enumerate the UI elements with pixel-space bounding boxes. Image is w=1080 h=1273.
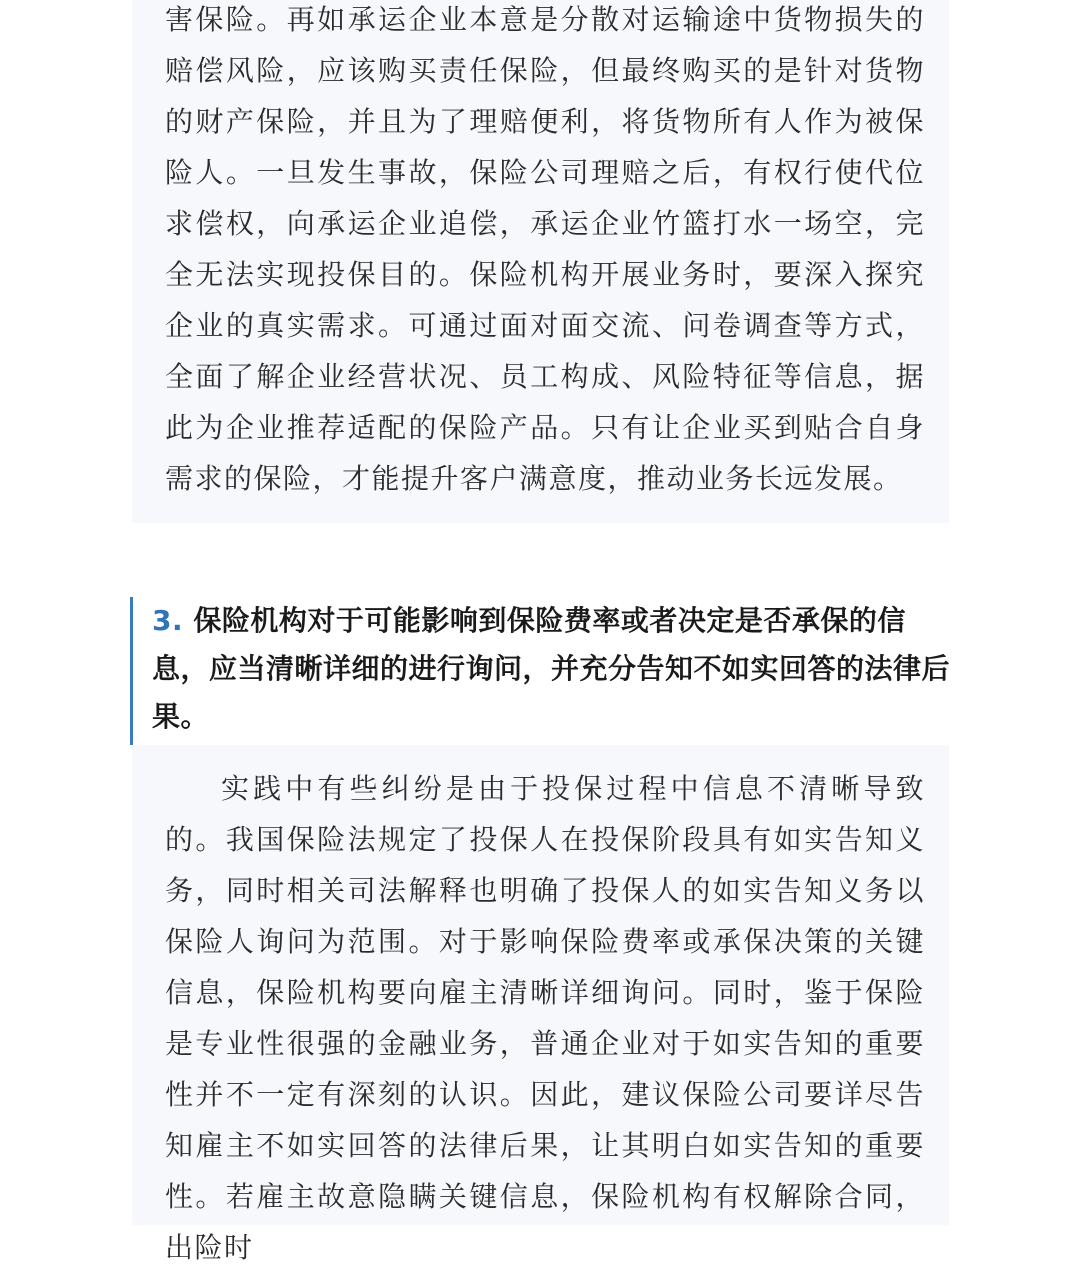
top-paragraph: 害保险。再如承运企业本意是分散对运输途中货物损失的赔偿风险，应该购买责任保险，但最终购买的是针对货物的财产保险，并且为了理赔便利，将货物所有人作为被保险人。一旦发生事故，保险公司理赔之后，有权行使代位求偿权，向承运企业追偿，承运企业竹篮打水一场空，完全无法实现投保目的。保险机构开展业务时，要深入探究企业的真实需求。可通过面对面交流、问卷调查等方式，全面了解企业经营状况、员工构成、风险特征等信息，据此为企业推荐适配的保险产品。只有让企业买到贴合自身需求的保险，才能提升客户满意度，推动业务长远发展。 [165, 3, 925, 495]
section-3-heading [152, 597, 962, 741]
bottom-paragraph: 实践中有些纠纷是由于投保过程中信息不清晰导致的。我国保险法规定了投保人在投保阶段具有如实告知义务，同时相关司法解释也明确了投保人的如实告知义务以保险人询问为范围。对于影响保险费率或承保决策的关键信息，保险机构要向雇主清晰详细询问。同时，鉴于保险是专业性很强的金融业务，普通企业对于如实告知的重要性并不一定有深刻的认识。因此，建议保险公司要详尽告知雇主不如实回答的法律后果，让其明白如实告知的重要性。若雇主故意隐瞒关键信息，保险机构有权解除合同，出险时 [165, 772, 925, 1264]
section-number: 3. [152, 604, 184, 637]
section-title: 保险机构对于可能影响到保险费率或者决定是否承保的信息，应当清晰详细的进行询问，并充分告知不如实回答的法律后果。 [152, 604, 951, 733]
